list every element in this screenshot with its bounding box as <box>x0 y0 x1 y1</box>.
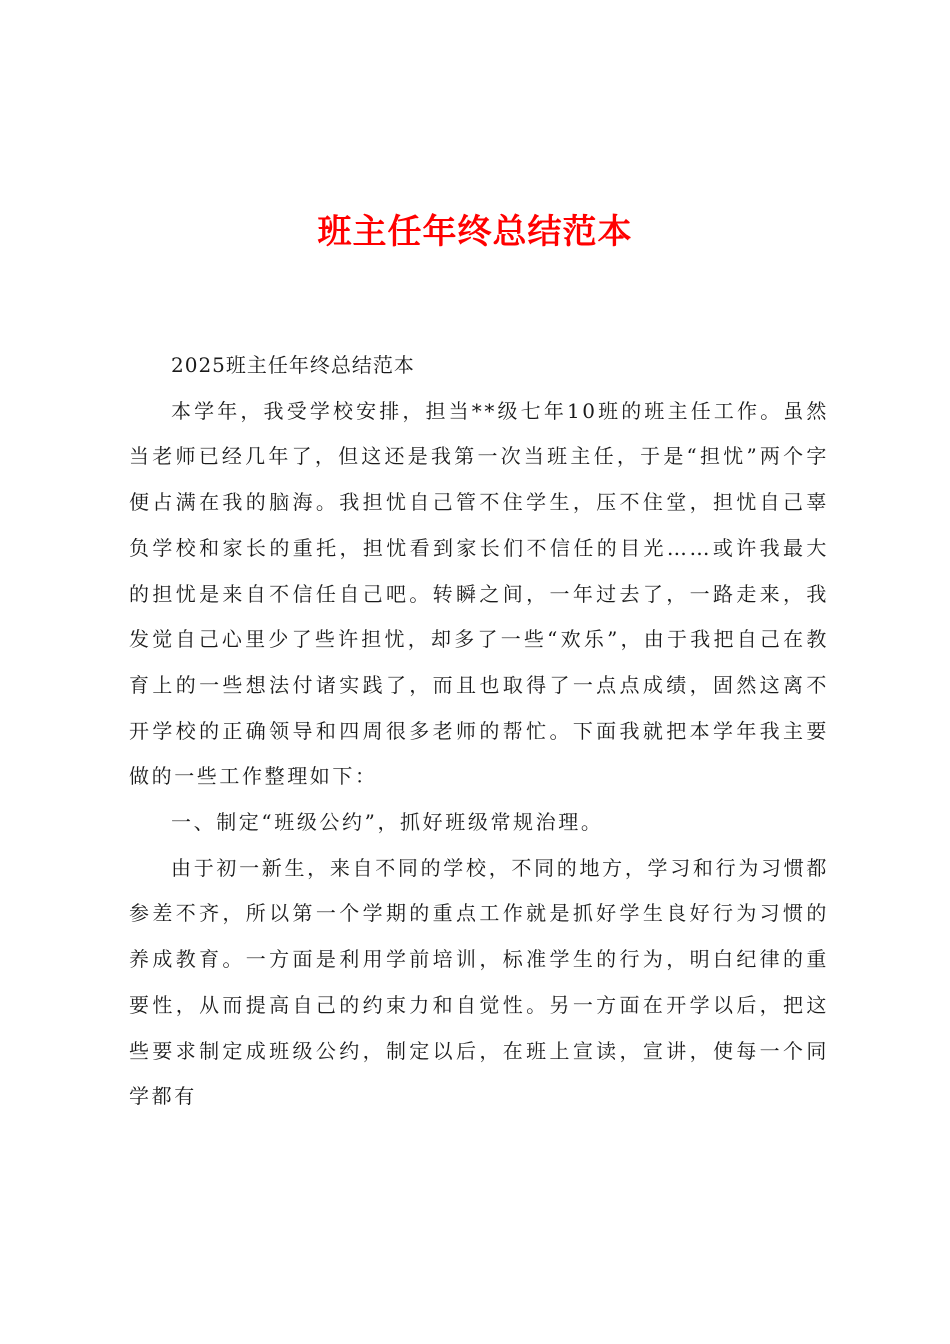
section-heading: 一、制定“班级公约”，抓好班级常规治理。 <box>171 810 604 835</box>
paragraph-section-one: 由于初一新生，来自不同的学校，不同的地方，学习和行为习惯都参差不齐，所以第一个学期的重点工作就是抓好学生良好行为习惯的养成教育。一方面是利用学前培训，标准学生的行为，明白纪律的重要性，从而提高自己的约束力和自觉性。另一方面在开学以后，把这些要求制定成班级公约，制定以后，在班上宣读，宣讲，使每一个同学都有 <box>129 855 829 1109</box>
document-title: 班主任年终总结范本 <box>317 212 633 252</box>
paragraph-intro: 本学年，我受学校安排，担当**级七年10班的班主任工作。虽然当老师已经几年了，但这还是我第一次当班主任，于是“担忧”两个字便占满在我的脑海。我担忧自己管不住学生，压不住堂，担忧自己辜负学校和家长的重托，担忧看到家长们不信任的目光……或许我最大的担忧是来自不信任自己吧。转瞬之间，一年过去了，一路走来，我发觉自己心里少了些许担忧，却多了一些“欢乐”，由于我把自己在教育上的一些想法付诸实践了，而且也取得了一点点成绩，固然这离不开学校的正确领导和四周很多老师的帮忙。下面我就把本学年我主要做的一些工作整理如下： <box>129 398 829 789</box>
document-body <box>129 343 829 1120</box>
document-subtitle: 2025班主任年终总结范本 <box>171 353 415 377</box>
